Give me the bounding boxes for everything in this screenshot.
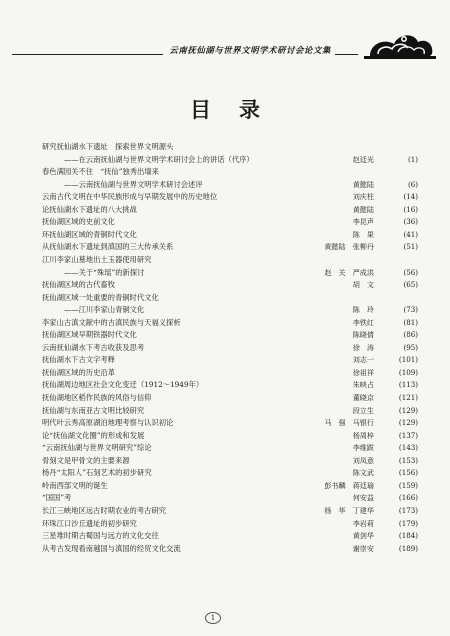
series-title: 云南抚仙湖与世界文明学术研讨会论文集 bbox=[163, 44, 335, 56]
toc-entry-title: 抚仙湖区域的古代畜牧 bbox=[42, 280, 115, 290]
toc-entry bbox=[42, 279, 418, 290]
toc-entry-author: 李岩莉 bbox=[352, 518, 374, 528]
toc-entry bbox=[42, 543, 418, 554]
toc-entry-page: (81) bbox=[403, 317, 418, 327]
toc-entry-title: 环珠江口沙丘遗址的初步研究 bbox=[42, 518, 137, 528]
toc-entry bbox=[42, 455, 418, 466]
toc-entry-page: (179) bbox=[398, 518, 418, 528]
toc-entry bbox=[42, 154, 418, 165]
toc-entry-page: (41) bbox=[403, 229, 418, 239]
toc-entry-title: 抚仙湖水下古文字考释 bbox=[42, 355, 115, 365]
toc-entry-title: 论抚仙湖水下遗址的八大挑战 bbox=[42, 204, 137, 214]
toc-entry bbox=[42, 179, 418, 190]
toc-entry-author: 朱映占 bbox=[352, 380, 374, 390]
toc-entry-page: (109) bbox=[398, 367, 418, 377]
toc-entry bbox=[42, 367, 418, 378]
cloud-ornament-icon bbox=[364, 26, 436, 60]
toc-entry bbox=[42, 467, 418, 478]
toc-entry-page: (129) bbox=[398, 405, 418, 415]
toc-entry bbox=[42, 292, 418, 303]
toc-entry bbox=[42, 229, 418, 240]
toc-entry bbox=[42, 241, 418, 252]
toc-entry-author: 李铁红 bbox=[352, 317, 374, 327]
toc-entry-author: 黄懿陆 bbox=[352, 179, 374, 189]
toc-entry-title: 李家山古滇文献中的古滇民族与天福义探析 bbox=[42, 317, 181, 327]
toc-entry bbox=[42, 379, 418, 390]
toc-entry-page: (184) bbox=[398, 531, 418, 541]
toc-entry bbox=[42, 530, 418, 541]
toc-entry bbox=[42, 141, 418, 152]
toc-entry-author: 黄懿陆 bbox=[352, 204, 374, 214]
toc-entry bbox=[42, 191, 418, 202]
toc-entry-author: 杨周梓 bbox=[352, 430, 374, 440]
toc-entry-author: 陈 玲 bbox=[352, 305, 374, 315]
toc-entry-author: 刘志一 bbox=[352, 355, 374, 365]
toc-entry-author: 马 强 马银行 bbox=[324, 418, 374, 428]
toc-entry bbox=[42, 166, 418, 177]
toc-entry-author: 陈文武 bbox=[352, 468, 374, 478]
toc-entry-page: (113) bbox=[398, 380, 418, 390]
toc-entry bbox=[42, 405, 418, 416]
toc-entry bbox=[42, 354, 418, 365]
toc-entry-author: 杨 华 丁建华 bbox=[324, 505, 374, 515]
toc-entry-title: 从考古发现看南越国与滇国的经贸文化交流 bbox=[42, 543, 181, 553]
toc-entry-author: 李维跋 bbox=[352, 443, 374, 453]
toc-entry-page: (156) bbox=[398, 468, 418, 478]
toc-entry-title: ——在云南抚仙湖与世界文明学术研讨会上的讲话（代序） bbox=[64, 154, 254, 164]
toc-entry bbox=[42, 480, 418, 491]
toc-entry bbox=[42, 342, 418, 353]
toc-entry-page: (173) bbox=[398, 505, 418, 515]
toc-entry-page: (16) bbox=[403, 204, 418, 214]
toc-entry-title: 骨刻文是甲骨文的主要来源 bbox=[42, 455, 130, 465]
toc-entry-title: 明代叶云秀高原湖泊地理考察与认识初论 bbox=[42, 418, 174, 428]
toc-entry-author: 彭书麟 蒋廷瑜 bbox=[324, 480, 374, 490]
toc-entry-title: 云南抚仙湖水下考古收获及思考 bbox=[42, 342, 145, 352]
toc-entry-title: 论“抚仙湖文化圈”的形成和发展 bbox=[42, 430, 145, 440]
toc-entry-author: 董晓京 bbox=[352, 393, 374, 402]
toc-entry bbox=[42, 518, 418, 529]
toc-entry bbox=[42, 204, 418, 215]
toc-entry-title: 抚仙湖与东南亚古文明比较研究 bbox=[42, 405, 145, 415]
toc-entry bbox=[42, 216, 418, 227]
toc-entry-title: 岭南西部文明的诞生 bbox=[42, 480, 108, 490]
toc-entry-page: (129) bbox=[398, 418, 418, 428]
toc-entry-title: 三星堆时期古蜀国与远方的文化交往 bbox=[42, 531, 159, 541]
toc-entry bbox=[42, 392, 418, 403]
toc-entry-title: 抚仙湖区域一处重要的青铜时代文化 bbox=[42, 292, 159, 302]
toc-entry-title: 杨丹“太阳人”石刻艺术的初步研究 bbox=[42, 468, 152, 478]
toc-entry-page: (14) bbox=[403, 192, 418, 202]
toc-entry-author: 赵 关 严成洪 bbox=[324, 267, 374, 277]
toc-entry-author: 李昆声 bbox=[352, 217, 374, 227]
toc-entry-author: 黄剑华 bbox=[352, 531, 374, 541]
toc-entry-page: (73) bbox=[403, 305, 418, 315]
toc-entry-author: 徐祖祥 bbox=[352, 367, 374, 377]
toc-entry bbox=[42, 267, 418, 278]
toc-entry bbox=[42, 254, 418, 265]
toc-entry-page: (121) bbox=[398, 393, 418, 402]
toc-entry-author: 赵廷光 bbox=[352, 154, 374, 164]
toc-entry-title: 抚仙湖区域早期铁器时代文化 bbox=[42, 330, 137, 340]
toc-entry-page: (86) bbox=[403, 330, 418, 340]
toc-entry bbox=[42, 317, 418, 328]
toc-entry-page: (95) bbox=[403, 342, 418, 352]
toc-entry-author: 刘凤意 bbox=[352, 455, 374, 465]
toc-entry-page: (159) bbox=[398, 480, 418, 490]
toc-entry-title: 抚仙湖周边地区社会文化变迁（1912～1949年） bbox=[42, 380, 204, 390]
toc-entry-title: 抚仙湖区域的历史沿革 bbox=[42, 367, 115, 377]
toc-entry-title: “云南抚仙湖与世界文明研究”综论 bbox=[42, 443, 152, 453]
toc-entry-title: 云南古代文明在中华民族形成与早期发展中的历史地位 bbox=[42, 192, 218, 202]
toc-entry-author: 徐 涛 bbox=[352, 342, 374, 352]
toc-heading: 目录 bbox=[190, 97, 288, 122]
toc-entry-page: (143) bbox=[398, 443, 418, 453]
toc-entry-title: 环抚仙湖区域的青铜时代文化 bbox=[42, 229, 137, 239]
toc-entry-author: 谢崇安 bbox=[352, 543, 374, 553]
toc-entry bbox=[42, 329, 418, 340]
toc-entry-page: (65) bbox=[403, 280, 418, 290]
toc-entry-title: ——关于“殊瑶”的新探讨 bbox=[64, 267, 145, 277]
toc-entry-title: 长江三峡地区远古时期农业的考古研究 bbox=[42, 505, 167, 515]
toc-entry-page: (166) bbox=[398, 493, 418, 503]
toc-entry-title: 研究抚仙湖水下遗址 探索世界文明源头 bbox=[42, 142, 174, 151]
toc-entry bbox=[42, 417, 418, 428]
toc-entry-page: (101) bbox=[398, 355, 418, 365]
toc-entry-title: 抚仙湖区域的史前文化 bbox=[42, 217, 115, 227]
toc-entry-title: ——江川李家山青铜文化 bbox=[64, 305, 145, 315]
toc-entry-author: 胡 文 bbox=[352, 280, 374, 290]
toc-entry-title: 春色满园关不住 “抚仙”独秀出墙来 bbox=[42, 167, 159, 177]
toc-entry-author: 陈 果 bbox=[352, 229, 374, 239]
toc-entry-page: (137) bbox=[398, 430, 418, 440]
toc-entry bbox=[42, 430, 418, 441]
toc-entry-title: 江川李家山墓地出土玉器使用研究 bbox=[42, 254, 152, 264]
toc-entry-title: 抚仙湖地区稻作民族的风俗与信仰 bbox=[42, 393, 152, 402]
toc-entry-title: “国国”考 bbox=[42, 493, 72, 503]
toc-entry bbox=[42, 492, 418, 503]
toc-entry-author: 段立生 bbox=[352, 405, 374, 415]
toc-entry-page: (189) bbox=[398, 543, 418, 553]
toc-entry-author: 陈晓倩 bbox=[352, 330, 374, 340]
toc-entry bbox=[42, 304, 418, 315]
toc-entry bbox=[42, 505, 418, 516]
page-number: 1 bbox=[205, 612, 221, 624]
toc-entry-page: (36) bbox=[403, 217, 418, 227]
toc-entry-page: (1) bbox=[407, 154, 418, 164]
toc-entry bbox=[42, 442, 418, 453]
toc-entry-author: 刘庆柱 bbox=[352, 192, 374, 202]
toc-entry-title: 从抚仙湖水下遗址到滇国的三大传承关系 bbox=[42, 242, 174, 252]
toc-entry-page: (153) bbox=[398, 455, 418, 465]
toc-entry-page: (6) bbox=[407, 179, 418, 189]
toc-entry-author: 何安益 bbox=[352, 493, 374, 503]
toc-entry-title: ——云南抚仙湖与世界文明学术研讨会述评 bbox=[64, 179, 203, 189]
toc-entry-author: 黄懿陆 张柳丹 bbox=[324, 242, 374, 252]
toc-entry-page: (56) bbox=[403, 267, 418, 277]
toc-entry-page: (51) bbox=[403, 242, 418, 252]
